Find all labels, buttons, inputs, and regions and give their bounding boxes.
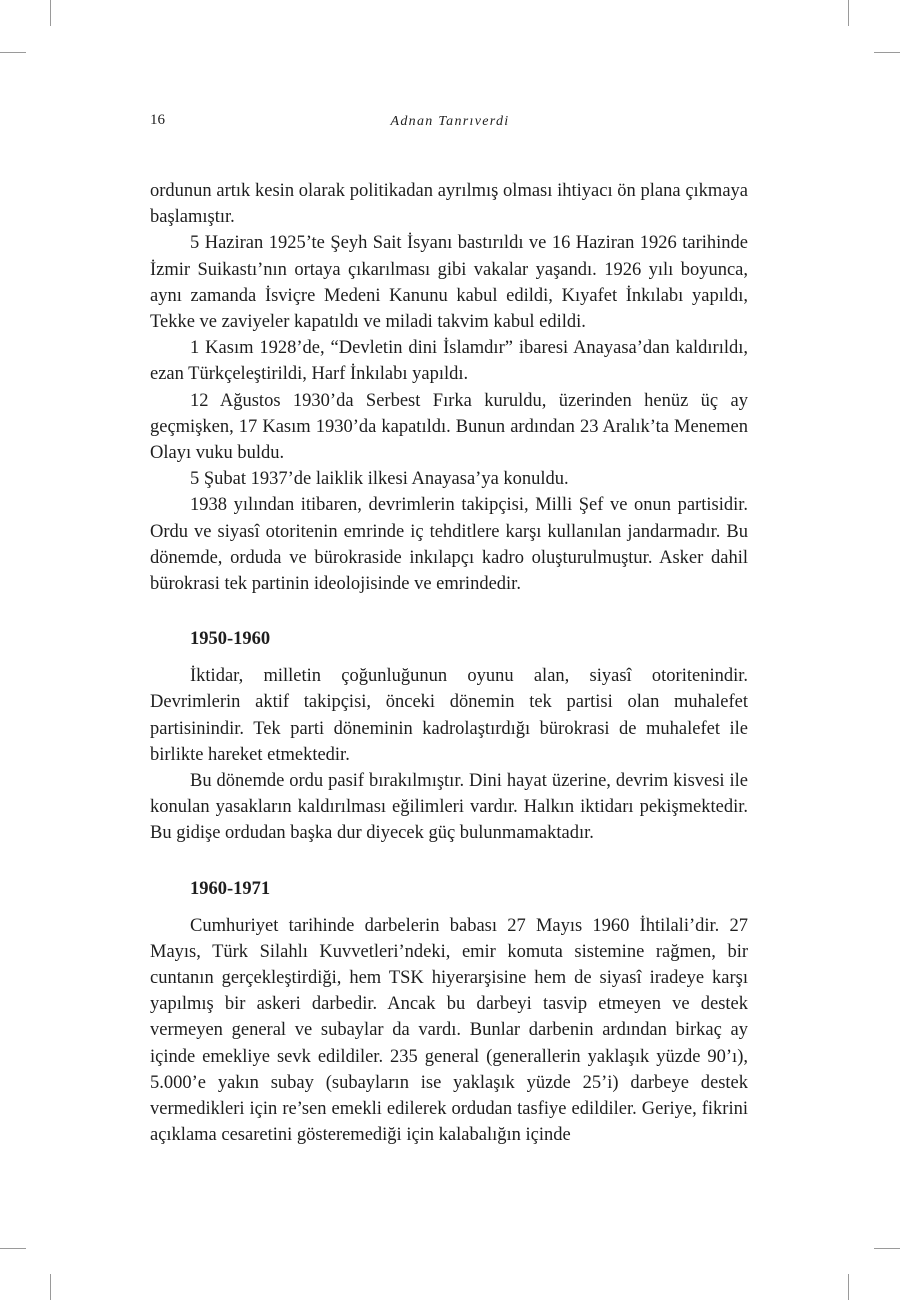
page-number: 16 — [150, 112, 165, 128]
paragraph: 1938 yılından itibaren, devrimlerin takipçisi, Milli Şef ve onun partisidir. Ordu ve siyasî otoritenin emrinde iç tehditlere karşı kullanılan jandarmadır. Bu dönemde, orduda ve bürokraside inkılapçı kadro oluşturulmuştur. Asker dahil bürokrasi tek partinin ideolojisinde ve emrindedir. — [150, 495, 748, 595]
crop-mark-top-right — [848, 0, 849, 26]
paragraph: 5 Şubat 1937’de laiklik ilkesi Anayasa’ya konuldu. — [190, 469, 569, 490]
crop-mark-bottom-right — [848, 1274, 849, 1300]
crop-mark-left-bottom — [0, 1248, 26, 1249]
paragraph: İktidar, milletin çoğunluğunun oyunu alan, siyasî otoritenindir. Devrimlerin aktif takipçisi, önceki dönemin tek partisi olan muhalefet partisinindir. Tek parti döneminin kadrolaştırdığı bürokrasi de muhalefet ile birlikte hareket etmektedir. — [150, 666, 748, 765]
paragraph: Cumhuriyet tarihinde darbelerin babası 27 Mayıs 1960 İhtilali’dir. 27 Mayıs, Türk Silahlı Kuvvetleri’ndeki, emir komuta sistemine rağmen, bir cuntanın gerçekleştirdiği, hem TSK hiyerarşisine hem de siyasî iradeye karşı yapılmış bir askeri darbedir. Ancak bu darbeyi tasvip etmeyen ve destek vermeyen general ve subaylar da vardı. Bunlar darbenin ardından birkaç ay içinde emekliye sevk edildiler. 235 general (generallerin yaklaşık yüzde 90’ı), 5.000’e yakın subay (subayların ise yaklaşık yüzde 25’i) darbeye destek vermedikleri için re’sen emekli edilerek ordudan tasfiye edildiler. Geriye, fikrini açıklama cesaretini gösteremediği için kalabalığın içinde — [150, 915, 748, 1146]
section-heading: 1960-1971 — [190, 878, 271, 899]
crop-mark-right-bottom — [874, 1248, 900, 1249]
page-body — [150, 178, 748, 1149]
running-head — [150, 112, 750, 134]
paragraph: Bu dönemde ordu pasif bırakılmıştır. Dini hayat üzerine, devrim kisvesi ile konulan yasakların kaldırılması eğilimleri vardır. Halkın iktidarı pekişmektedir. Bu gidişe ordudan başka dur diyecek güç bulunmamaktadır. — [150, 771, 748, 844]
paragraph: 12 Ağustos 1930’da Serbest Fırka kuruldu, üzerinden henüz üç ay geçmişken, 17 Kasım 1930’da kapatıldı. Bunun ardından 23 Aralık’ta Menemen Olayı vuku buldu. — [150, 390, 748, 464]
crop-mark-bottom-left — [50, 1274, 51, 1300]
crop-mark-right-top — [874, 52, 900, 53]
crop-mark-top-left — [50, 0, 51, 26]
running-title: Adnan Tanrıverdi — [390, 114, 510, 129]
paragraph: 1 Kasım 1928’de, “Devletin dini İslamdır” ibaresi Anayasa’dan kaldırıldı, ezan Türkçeleştirildi, Harf İnkılabı yapıldı. — [150, 338, 748, 385]
paragraph: ordunun artık kesin olarak politikadan ayrılmış olması ihtiyacı ön plana çıkmaya başlamıştır. — [150, 181, 748, 228]
section-heading: 1950-1960 — [190, 629, 271, 650]
crop-mark-left-top — [0, 52, 26, 53]
paragraph: 5 Haziran 1925’te Şeyh Sait İsyanı bastırıldı ve 16 Haziran 1926 tarihinde İzmir Suikastı’nın ortaya çıkarılması gibi vakalar yaşandı. 1926 yılı boyunca, aynı zamanda İsviçre Medeni Kanunu kabul edildi, Kıyafet İnkılabı yapıldı, Tekke ve zaviyeler kapatıldı ve miladi takvim kabul edildi. — [150, 233, 748, 333]
